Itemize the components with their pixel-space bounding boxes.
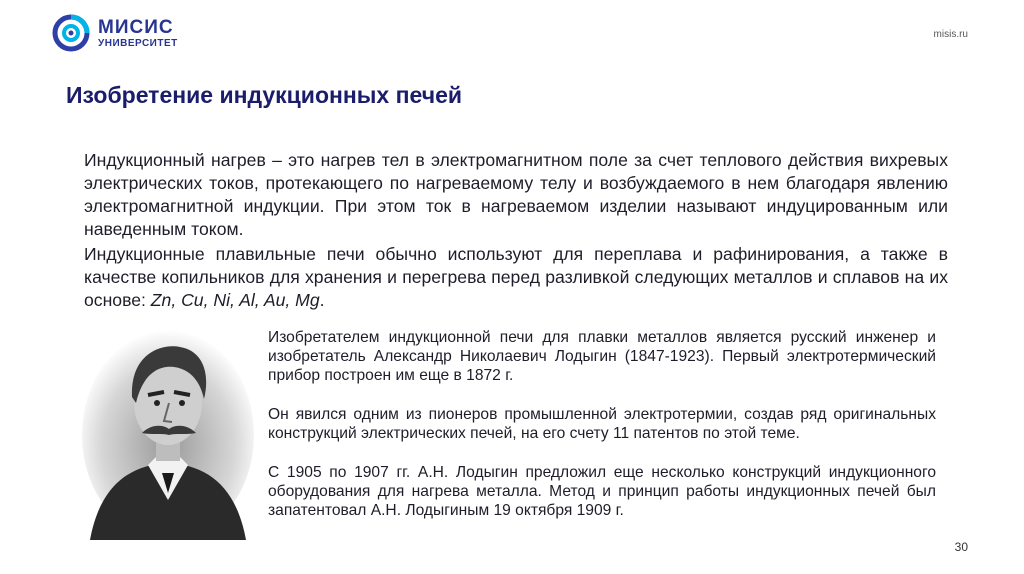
paragraph-furnaces-text: Индукционные плавильные печи обычно используют для переплава и рафинирования, а также в качестве копильников для хранения и перегрева перед разливкой следующих металлов и сплавов на их основе: <box>84 244 948 310</box>
logo-subtitle: УНИВЕРСИТЕТ <box>98 37 178 49</box>
site-link[interactable]: misis.ru <box>933 29 968 40</box>
page-number: 30 <box>954 540 968 554</box>
paragraph-furnaces <box>84 243 948 312</box>
bio-paragraph-3: С 1905 по 1907 гг. А.Н. Лодыгин предложил еще несколько конструкций индукционного оборудования для нагрева металла. Метод и принцип работы индукционных печей был запатентовал А.Н. Лодыгиным 19 октября 1909 г. <box>268 464 936 519</box>
metals-list: Zn, Cu, Ni, Al, Au, Mg <box>150 290 320 310</box>
paragraph-furnaces-end: . <box>319 290 325 310</box>
misis-logo[interactable] <box>52 14 178 52</box>
logo-name: МИСИС <box>98 16 174 38</box>
misis-logo-icon <box>52 14 90 52</box>
bio-paragraph-2: Он явился одним из пионеров промышленной электротермии, создав ряд оригинальных конструкций электрических печей, на его счету 11 патентов по этой теме. <box>268 406 936 442</box>
paragraph-induction-heating: Индукционный нагрев – это нагрев тел в электромагнитном поле за счет теплового действия вихревых электрических токов, протекающего по нагреваемому телу и возбуждаемого в нем благодаря явлению электромагнитной индукции. При этом ток в нагреваемом изделии называют индуцированным или наведенным током. <box>84 150 948 239</box>
portrait-image <box>80 325 255 540</box>
bio-paragraph-1: Изобретателем индукционной печи для плавки металлов является русский инженер и изобретатель Александр Николаевич Лодыгин (1847-1923). Первый электротермический прибор построен им еще в 1872 г. <box>268 329 936 384</box>
slide-title: Изобретение индукционных печей <box>66 82 462 108</box>
